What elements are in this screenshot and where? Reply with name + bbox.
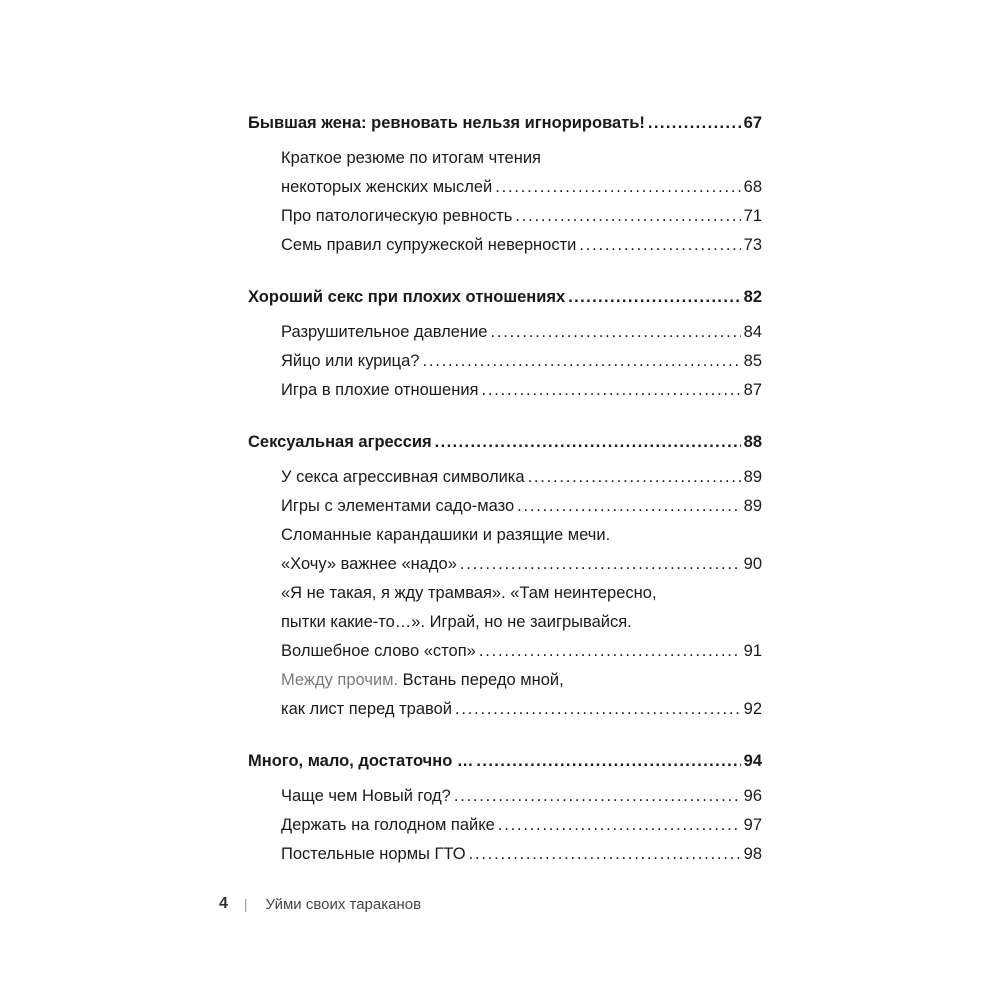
leader-dots — [479, 637, 741, 666]
section-entry[interactable] — [281, 782, 762, 811]
toc-chapter — [248, 427, 762, 724]
section-title: Семь правил супружеской неверности — [281, 236, 577, 254]
section-list — [248, 318, 762, 405]
section-list — [248, 463, 762, 724]
page-number: 89 — [743, 497, 762, 515]
leader-dots — [515, 202, 740, 231]
section-title: Про патологическую ревность — [281, 207, 513, 225]
page-number: 84 — [743, 323, 762, 341]
page-number: 97 — [743, 816, 762, 834]
page-number: 85 — [743, 352, 762, 370]
section-entry[interactable] — [281, 492, 762, 521]
section-entry[interactable] — [281, 376, 762, 405]
aside-title: Встань передо мной, — [398, 671, 564, 689]
leader-dots — [476, 746, 740, 776]
section-entry[interactable] — [281, 637, 762, 666]
section-entry[interactable] — [281, 840, 762, 869]
leader-dots — [490, 318, 740, 347]
leader-dots — [422, 347, 740, 376]
section-entry[interactable] — [281, 173, 762, 202]
footer-separator: | — [243, 896, 248, 912]
leader-dots — [648, 108, 741, 138]
section-title-line: Сломанные карандашики и разящие мечи. — [281, 526, 611, 544]
chapter-title: Бывшая жена: ревновать нельзя игнорировать! — [248, 114, 645, 132]
section-entry[interactable] — [281, 550, 762, 579]
chapter-entry[interactable] — [248, 282, 762, 312]
page-number: 89 — [743, 468, 762, 486]
section-title: Яйцо или курица? — [281, 352, 420, 370]
chapter-title: Хороший секс при плохих отношениях — [248, 288, 566, 306]
leader-dots — [454, 782, 741, 811]
section-list — [248, 144, 762, 260]
aside-prefix: Между прочим. — [281, 671, 399, 689]
leader-dots — [455, 695, 741, 724]
section-entry[interactable] — [281, 463, 762, 492]
section-title: Чаще чем Новый год? — [281, 787, 451, 805]
table-of-contents — [248, 108, 762, 891]
section-title-line: пытки какие-то…». Играй, но не заигрывайся. — [281, 613, 632, 631]
toc-chapter — [248, 282, 762, 405]
leader-dots — [495, 173, 740, 202]
section-title: Постельные нормы ГТО — [281, 845, 466, 863]
section-entry[interactable] — [281, 695, 762, 724]
page-number: 91 — [743, 642, 762, 660]
section-entry[interactable] — [281, 202, 762, 231]
section-list — [248, 782, 762, 869]
toc-chapter — [248, 108, 762, 260]
page-number: 96 — [743, 787, 762, 805]
leader-dots — [517, 492, 741, 521]
leader-dots — [469, 840, 741, 869]
page-number: 73 — [743, 236, 762, 254]
section-entry[interactable] — [281, 811, 762, 840]
section-entry[interactable] — [281, 231, 762, 260]
leader-dots — [498, 811, 741, 840]
section-title-line — [281, 666, 762, 695]
leader-dots — [579, 231, 740, 260]
section-title: Держать на голодном пайке — [281, 816, 495, 834]
page-number: 92 — [743, 700, 762, 718]
page-number: 71 — [743, 207, 762, 225]
page-number: 90 — [743, 555, 762, 573]
page-footer — [219, 895, 421, 913]
section-title: Разрушительное давление — [281, 323, 488, 341]
section-title: Игры с элементами садо-мазо — [281, 497, 515, 515]
leader-dots — [460, 550, 741, 579]
leader-dots — [528, 463, 741, 492]
leader-dots — [568, 282, 740, 312]
section-title: У секса агрессивная символика — [281, 468, 525, 486]
section-title: некоторых женских мыслей — [281, 178, 493, 196]
footer-page-number: 4 — [219, 895, 228, 912]
chapter-title: Сексуальная агрессия — [248, 433, 432, 451]
page-number: 88 — [743, 433, 762, 451]
chapter-title: Много, мало, достаточно … — [248, 752, 474, 770]
chapter-entry[interactable] — [248, 746, 762, 776]
section-entry[interactable] — [281, 347, 762, 376]
page-number: 94 — [743, 752, 762, 770]
chapter-entry[interactable] — [248, 108, 762, 138]
section-title: «Хочу» важнее «надо» — [281, 555, 457, 573]
page-number: 98 — [743, 845, 762, 863]
page-number: 82 — [743, 288, 762, 306]
page-number: 68 — [743, 178, 762, 196]
section-entry[interactable] — [281, 318, 762, 347]
section-title-line: Краткое резюме по итогам чтения — [281, 149, 541, 167]
page-number: 67 — [743, 114, 762, 132]
page-number: 87 — [743, 381, 762, 399]
chapter-entry[interactable] — [248, 427, 762, 457]
section-title: Игра в плохие отношения — [281, 381, 479, 399]
leader-dots — [481, 376, 740, 405]
section-title-line: «Я не такая, я жду трамвая». «Там неинтересно, — [281, 584, 657, 602]
leader-dots — [435, 427, 741, 457]
toc-chapter — [248, 746, 762, 869]
section-title: как лист перед травой — [281, 700, 452, 718]
section-title: Волшебное слово «стоп» — [281, 642, 476, 660]
footer-book-title: Уйми своих тараканов — [265, 895, 422, 913]
